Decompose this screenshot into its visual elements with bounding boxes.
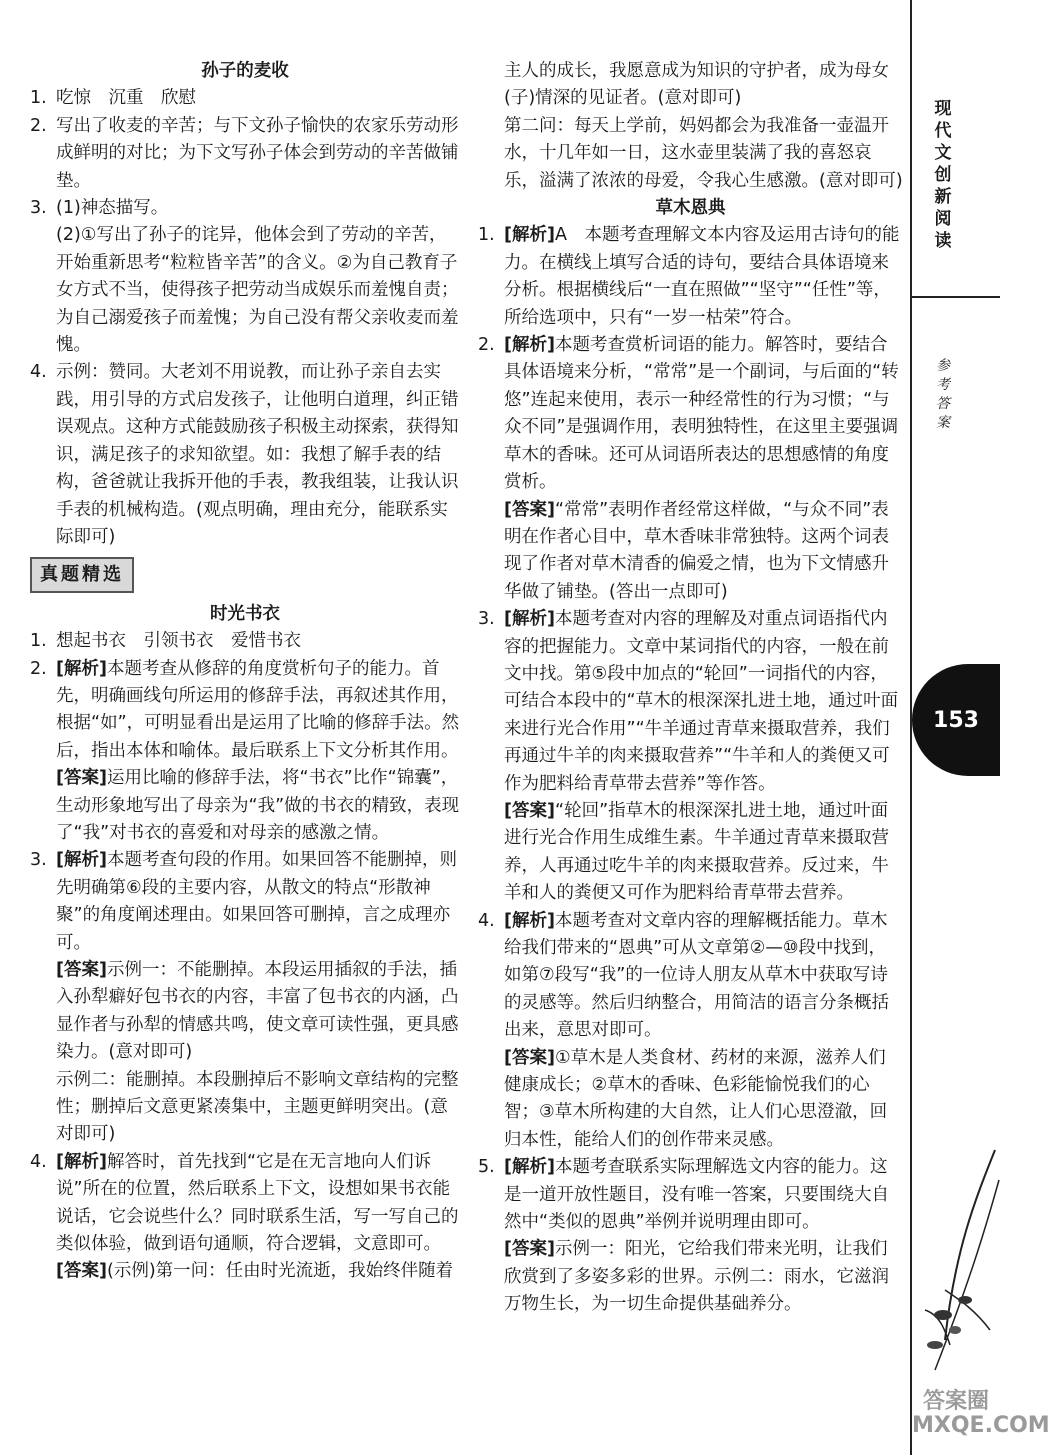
answer-tag: [解析] bbox=[504, 1157, 555, 1178]
answer-paragraph bbox=[56, 628, 460, 655]
section-banner: 真题精选 bbox=[30, 557, 134, 592]
answer-list-sunzi bbox=[30, 85, 460, 551]
answer-list-caomu bbox=[478, 222, 903, 1318]
item-body bbox=[504, 332, 903, 606]
answer-paragraph: 主人的成长，我愿意成为知识的守护者，成为母女(子)情深的见证者。(意对即可) bbox=[504, 61, 889, 109]
answer-paragraph bbox=[56, 1149, 460, 1259]
answer-paragraph bbox=[56, 113, 460, 195]
section-title-caomu: 草木恩典 bbox=[655, 198, 726, 219]
answer-text: 解答时，首先找到“它是在无言地向人们诉说”所在的位置，然后联系上下文，设想如果书衣能说话，它会说些什么？同时联系生活，写一写自己的类似体验，做到语句通顺，符合逻辑，文意即可。 bbox=[56, 1151, 459, 1255]
answer-text: ①草木是人类食材、药材的来源，滋养人们健康成长；②草木的香味、色彩能愉悦我们的心智；③草木所构建的大自然，让人们心思澄澈，回归本性，能给人们的创作带来灵感。 bbox=[504, 1047, 888, 1150]
answer-paragraph bbox=[504, 332, 903, 496]
answer-paragraph bbox=[56, 1067, 460, 1149]
answer-tag: [解析] bbox=[504, 225, 555, 246]
orchid-decoration-icon bbox=[915, 1140, 1000, 1390]
answer-item bbox=[30, 1149, 460, 1286]
answer-text: “常常”表明作者经常这样做，“与众不同”表明在作者心目中，草木香味非常独特。这两个词表现了作者对草木清香的偏爱之情，也为下文情感升华做了铺垫。(答出一点即可) bbox=[504, 499, 889, 602]
item-number: 4. bbox=[30, 1151, 47, 1172]
answer-item bbox=[30, 85, 460, 112]
answer-paragraph bbox=[504, 798, 903, 908]
answer-tag: [答案] bbox=[504, 1239, 555, 1260]
answer-paragraph bbox=[56, 1258, 460, 1285]
item-body bbox=[504, 222, 903, 332]
answer-tag: [解析] bbox=[504, 910, 555, 931]
answer-item bbox=[478, 222, 903, 332]
answer-text: 示例：赞同。大老刘不用说教，而让孙子亲自去实践，用引导的方式启发孩子，让他明白道理，纠正错误观点。这种方式能鼓励孩子积极主动探索，获得知识，满足孩子的求知欲望。如：我想了解手表的结构，爸爸就让我拆开他的手表，教我组装，让我认识手表的机械构造。(观点明确，理由充分，能联系实际即可) bbox=[56, 362, 459, 547]
answer-tag: [答案] bbox=[56, 960, 107, 980]
answer-paragraph bbox=[56, 359, 460, 551]
item-number: 4. bbox=[30, 362, 47, 383]
item-body bbox=[56, 195, 460, 359]
book-title-char: 阅 bbox=[934, 209, 952, 229]
page-number: 153 bbox=[912, 664, 1000, 776]
answer-text: 本题考查赏析词语的能力。解答时，要结合具体语境来分析，“常常”是一个副词，与后面的“转悠”连起来使用，表示一种经常性的行为习惯；“与众不同”是强调作用，表明独特性，在这里主要强调草木的香味。还可从词语所表达的思想感情的角度赏析。 bbox=[504, 335, 899, 493]
answer-text: 本题考查联系实际理解选文内容的能力。这是一道开放性题目，没有唯一答案，只要围绕大自然中“类似的恩典”举例并说明理由即可。 bbox=[504, 1157, 889, 1233]
answer-paragraph bbox=[56, 656, 460, 766]
answer-paragraph bbox=[504, 222, 903, 332]
section-label-char: 考 bbox=[936, 377, 950, 393]
answer-tag: [解析] bbox=[56, 658, 107, 679]
answer-item bbox=[30, 195, 460, 359]
answer-paragraph bbox=[504, 908, 903, 1045]
answer-paragraph: 第二问：每天上学前，妈妈都会为我准备一壶温开水，十几年如一日，这水壶里装满了我的喜怒哀乐，溢满了浓浓的母爱，令我心生感激。(意对即可) bbox=[504, 115, 903, 191]
answer-tag: [答案] bbox=[504, 499, 555, 520]
answer-text: 本题考查句段的作用。如果回答不能删掉，则先明确第⑥段的主要内容，从散文的特点“形散神聚”的角度阐述理由。如果回答可删掉，言之成理亦可。 bbox=[56, 850, 457, 953]
answer-text: 示例二：能删掉。本段删掉后不影响文章结构的完整性；删掉后文意更紧凑集中，主题更鲜明突出。(意对即可) bbox=[56, 1069, 459, 1145]
answer-paragraph bbox=[56, 222, 460, 359]
item-number: 5. bbox=[478, 1157, 495, 1178]
answer-item bbox=[30, 359, 460, 551]
section-label-vertical bbox=[930, 357, 956, 433]
answer-text: 本题考查对内容的理解及对重点词语指代内容的把握能力。文章中某词指代的内容，一般在前文中找。第⑤段中加点的“轮回”一词指代的内容，可结合本段中的“草木的根深深扎进土地，通过叶面来进行光合作用”“牛羊通过青草来摄取营养，我们再通过牛羊的肉来摄取营养”“牛羊和人的粪便又可作为肥料给青草带去营养”等作答。 bbox=[504, 609, 899, 794]
item-number: 2. bbox=[478, 335, 495, 356]
answer-text: 写出了收麦的辛苦；与下文孙子愉快的农家乐劳动形成鲜明的对比；为下文写孙子体会到劳动的辛苦做铺垫。 bbox=[56, 115, 459, 191]
item-body bbox=[504, 606, 903, 907]
item-body bbox=[56, 85, 460, 112]
answer-tag: [解析] bbox=[504, 335, 555, 356]
section-title-sunzi: 孙子的麦收 bbox=[201, 61, 289, 81]
answer-paragraph bbox=[56, 957, 460, 1067]
answer-text: 想起书衣 引领书衣 爱惜书衣 bbox=[56, 631, 301, 652]
item-number: 3. bbox=[478, 609, 495, 630]
answer-tag: [答案] bbox=[504, 800, 555, 821]
answer-tag: [答案] bbox=[56, 1261, 107, 1282]
answer-text: 运用比喻的修辞手法，将“书衣”比作“锦囊”，生动形象地写出了母亲为“我”做的书衣的精致，表现了“我”对书衣的喜爱和对母亲的感激之情。 bbox=[56, 768, 460, 843]
answer-tag: [答案] bbox=[504, 1047, 555, 1068]
answer-item bbox=[478, 1154, 903, 1318]
book-title-char: 文 bbox=[934, 143, 952, 163]
answer-tag: [解析] bbox=[504, 609, 555, 630]
item-body bbox=[56, 1149, 460, 1286]
book-title-char: 代 bbox=[934, 121, 952, 141]
item-number: 2. bbox=[30, 658, 47, 679]
continued-answer bbox=[478, 58, 903, 195]
answer-tag: [答案] bbox=[56, 768, 107, 789]
answer-paragraph bbox=[504, 497, 903, 607]
item-body bbox=[56, 847, 460, 1148]
left-column bbox=[30, 58, 460, 1286]
book-title-char: 读 bbox=[934, 231, 952, 251]
answer-list-shiguang bbox=[30, 628, 460, 1286]
answer-text: (示例)第一问：任由时光流逝，我始终伴随着 bbox=[107, 1261, 454, 1282]
answer-text: 吃惊 沉重 欣慰 bbox=[56, 88, 196, 109]
item-number: 1. bbox=[30, 631, 47, 652]
watermark-logo bbox=[912, 1389, 1050, 1438]
book-title-char: 创 bbox=[934, 165, 952, 185]
item-number: 3. bbox=[30, 198, 47, 219]
answer-item bbox=[30, 847, 460, 1148]
answer-text: 示例一：阳光，它给我们带来光明，让我们欣赏到了多姿多彩的世界。示例二：雨水，它滋润万物生长，为一切生命提供基础养分。 bbox=[504, 1239, 889, 1315]
right-column bbox=[478, 58, 903, 1319]
answer-tag: [解析] bbox=[56, 1151, 107, 1172]
answer-paragraph bbox=[56, 85, 460, 112]
item-number: 1. bbox=[30, 88, 47, 109]
item-number: 3. bbox=[30, 850, 47, 871]
answer-item bbox=[30, 113, 460, 195]
section-title-shiguang: 时光书衣 bbox=[210, 603, 280, 624]
margin-rule bbox=[910, 296, 1000, 298]
answer-paragraph bbox=[504, 606, 903, 798]
answer-text: 本题考查对文章内容的理解概括能力。草木给我们带来的“恩典”可从文章第②—⑩段中找到，如第⑦段写“我”的一位诗人朋友从草木中获取写诗的灵感等。然后归纳整合，用简洁的语言分条概括出来，意思对即可。 bbox=[504, 910, 889, 1041]
answer-tag: [解析] bbox=[56, 850, 107, 871]
answer-text: A 本题考查理解文本内容及运用古诗句的能力。在横线上填写合适的诗句，要结合具体语境来分析。根据横线后“一直在照做”“坚守”“任性”等，所给选项中，只有“一岁一枯荣”符合。 bbox=[504, 225, 900, 328]
item-body bbox=[504, 1154, 903, 1318]
answer-text: “轮回”指草木的根深深扎进土地，通过叶面进行光合作用生成维生素。牛羊通过青草来摄取营养，人再通过吃牛羊的肉来摄取营养。反过来，牛羊和人的粪便又可作为肥料给青草带去营养。 bbox=[504, 800, 889, 904]
watermark-text: MXQE.COM bbox=[912, 1413, 1050, 1438]
answer-item bbox=[478, 332, 903, 606]
item-body bbox=[56, 113, 460, 195]
section-label-char: 答 bbox=[936, 396, 950, 412]
answer-text: (1)神态描写。 bbox=[56, 198, 169, 219]
item-number: 4. bbox=[478, 910, 495, 931]
answer-text: 本题考查从修辞的角度赏析句子的能力。首先，明确画线句所运用的修辞手法，再叙述其作用，根据“如”，可明显看出是运用了比喻的修辞手法。然后，指出本体和喻体。最后联系上下文分析其作用。 bbox=[56, 658, 460, 761]
answer-paragraph bbox=[56, 847, 460, 957]
book-title-char: 新 bbox=[934, 187, 952, 207]
answer-paragraph bbox=[56, 195, 460, 222]
watermark-text: 答案圈 bbox=[922, 1389, 989, 1414]
section-label-char: 参 bbox=[936, 358, 950, 374]
answer-paragraph bbox=[504, 1236, 903, 1318]
answer-paragraph bbox=[56, 765, 460, 847]
item-number: 1. bbox=[478, 225, 495, 246]
item-body bbox=[56, 656, 460, 848]
answer-text: (2)①写出了孙子的诧异，他体会到了劳动的辛苦，开始重新思考“粒粒皆辛苦”的含义。②为自己教育子女方式不当，使得孩子把劳动当成娱乐而羞愧自责；为自己溺爱孩子而羞愧；为自己没有帮父亲收麦而羞愧。 bbox=[56, 225, 459, 356]
item-body bbox=[56, 628, 460, 655]
book-title-char: 现 bbox=[934, 99, 952, 119]
item-number: 2. bbox=[30, 115, 47, 136]
answer-item bbox=[30, 628, 460, 655]
answer-item bbox=[30, 656, 460, 848]
book-title-vertical bbox=[930, 98, 956, 252]
section-label-char: 案 bbox=[936, 415, 950, 431]
answer-item bbox=[478, 908, 903, 1155]
answer-item bbox=[478, 606, 903, 907]
answer-paragraph bbox=[504, 1045, 903, 1155]
answer-paragraph bbox=[504, 1154, 903, 1236]
item-body bbox=[56, 359, 460, 551]
item-body bbox=[504, 908, 903, 1155]
answer-text: 示例一：不能删掉。本段运用插叙的手法，插入孙犁癖好包书衣的内容，丰富了包书衣的内涵，凸显作者与孙犁的情感共鸣，使文章可读性强，更具感染力。(意对即可) bbox=[56, 960, 459, 1063]
